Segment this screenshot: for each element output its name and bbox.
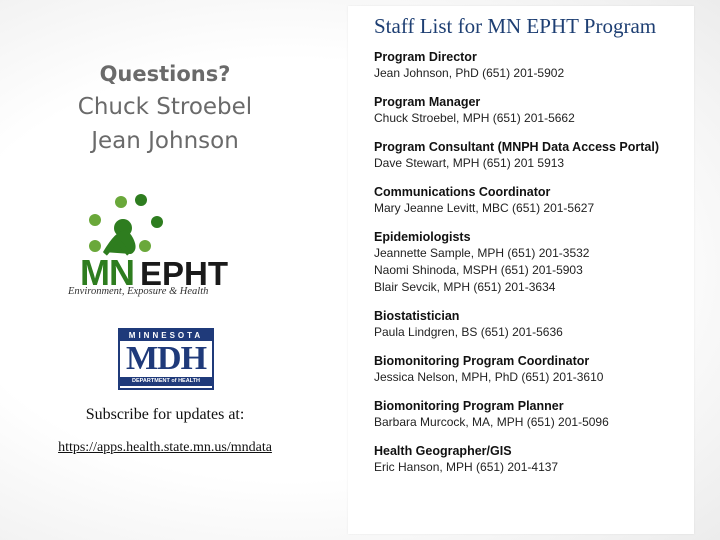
mdh-letters: MDH bbox=[125, 340, 207, 377]
mdh-logo bbox=[118, 328, 214, 390]
questions-block bbox=[0, 58, 330, 158]
staff-group bbox=[374, 185, 690, 217]
staff-member: Mary Jeanne Levitt, MBC (651) 201-5627 bbox=[374, 201, 595, 215]
role-title: Epidemiologists bbox=[374, 230, 471, 244]
contact-name: Chuck Stroebel bbox=[77, 94, 253, 120]
staff-member: Chuck Stroebel, MPH (651) 201-5662 bbox=[374, 111, 575, 125]
role-title: Program Director bbox=[374, 50, 477, 64]
staff-group bbox=[374, 230, 690, 296]
ephnt-text: EPHT bbox=[140, 255, 229, 292]
staff-member: Blair Sevcik, MPH (651) 201-3634 bbox=[374, 280, 556, 294]
staff-member: Barbara Murcock, MA, MPH (651) 201-5096 bbox=[374, 415, 609, 429]
panel-title: Staff List for MN EPHT Program bbox=[374, 14, 657, 38]
mdh-department: DEPARTMENT of HEALTH bbox=[120, 377, 212, 386]
mdh-state: MINNESOTA bbox=[120, 330, 212, 341]
contact-name: Jean Johnson bbox=[91, 128, 239, 154]
role-title: Health Geographer/GIS bbox=[374, 444, 512, 458]
staff-group bbox=[374, 399, 690, 431]
staff-member: Paula Lindgren, BS (651) 201-5636 bbox=[374, 325, 563, 339]
role-title: Program Manager bbox=[374, 95, 481, 109]
staff-member: Naomi Shinoda, MSPH (651) 201-5903 bbox=[374, 263, 583, 277]
role-title: Biomonitoring Program Coordinator bbox=[374, 354, 590, 368]
staff-group bbox=[374, 444, 690, 476]
staff-group bbox=[374, 95, 690, 127]
staff-member: Eric Hanson, MPH (651) 201-4137 bbox=[374, 460, 559, 474]
questions-title: Questions? bbox=[99, 62, 231, 86]
role-title: Biomonitoring Program Planner bbox=[374, 399, 564, 413]
staff-group bbox=[374, 50, 690, 82]
staff-member: Jessica Nelson, MPH, PhD (651) 201-3610 bbox=[374, 370, 604, 384]
role-title: Program Consultant (MNPH Data Access Portal) bbox=[374, 140, 660, 154]
staff-member: Dave Stewart, MPH (651) 201 5913 bbox=[374, 156, 565, 170]
role-title: Biostatistician bbox=[374, 309, 460, 323]
mn-text: MN bbox=[80, 252, 134, 293]
staff-member: Jeannette Sample, MPH (651) 201-3532 bbox=[374, 246, 590, 260]
staff-group bbox=[374, 309, 690, 341]
subscribe-text: Subscribe for updates at: bbox=[85, 406, 245, 423]
staff-list bbox=[374, 50, 690, 489]
role-title: Communications Coordinator bbox=[374, 185, 551, 199]
staff-member: Jean Johnson, PhD (651) 201-5902 bbox=[374, 66, 565, 80]
staff-group bbox=[374, 354, 690, 386]
ephnt-tagline: Environment, Exposure & Health bbox=[68, 286, 209, 297]
staff-group bbox=[374, 140, 690, 172]
subscribe-link[interactable]: https://apps.health.state.mn.us/mndata bbox=[58, 440, 272, 455]
staff-list-panel bbox=[348, 6, 694, 534]
